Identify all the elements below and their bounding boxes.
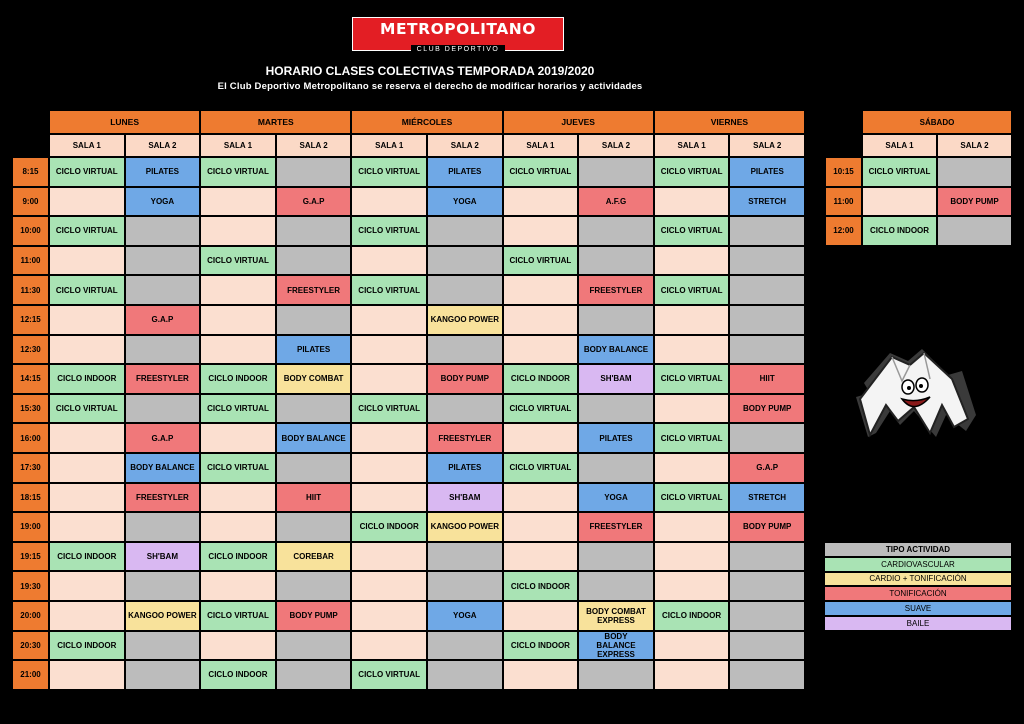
class-slot: FREESTYLER xyxy=(578,275,654,305)
empty-slot xyxy=(351,483,427,513)
class-slot: CICLO VIRTUAL xyxy=(654,216,730,246)
empty-slot xyxy=(729,423,805,453)
class-slot: CICLO VIRTUAL xyxy=(503,246,579,276)
empty-slot xyxy=(503,601,579,631)
class-slot: PILATES xyxy=(427,453,503,483)
room-header: SALA 2 xyxy=(578,134,654,157)
day-header: JUEVES xyxy=(503,110,654,134)
class-slot: HIIT xyxy=(276,483,352,513)
class-slot: BODY BALANCE xyxy=(578,335,654,365)
time-label: 16:00 xyxy=(12,423,49,453)
room-header: SALA 2 xyxy=(427,134,503,157)
class-slot: CICLO VIRTUAL xyxy=(351,660,427,690)
time-label: 21:00 xyxy=(12,660,49,690)
day-header: MIÉRCOLES xyxy=(351,110,502,134)
class-slot: PILATES xyxy=(125,157,201,187)
empty-slot xyxy=(729,660,805,690)
class-slot: PILATES xyxy=(578,423,654,453)
class-slot: CICLO VIRTUAL xyxy=(654,483,730,513)
class-slot: G.A.P xyxy=(125,423,201,453)
time-label: 11:00 xyxy=(12,246,49,276)
page-subtitle: El Club Deportivo Metropolitano se reserva el derecho de modificar horarios y actividades xyxy=(217,81,643,92)
mountain-mascot-icon xyxy=(850,345,985,445)
class-slot: CICLO INDOOR xyxy=(862,216,937,246)
empty-slot xyxy=(125,631,201,661)
class-slot: SH'BAM xyxy=(125,542,201,572)
class-slot: STRETCH xyxy=(729,483,805,513)
class-slot: KANGOO POWER xyxy=(125,601,201,631)
empty-slot xyxy=(49,512,125,542)
empty-slot xyxy=(729,275,805,305)
class-slot: CICLO INDOOR xyxy=(503,364,579,394)
class-slot: CICLO INDOOR xyxy=(49,364,125,394)
empty-slot xyxy=(351,571,427,601)
empty-slot xyxy=(503,335,579,365)
class-slot: FREESTYLER xyxy=(125,364,201,394)
class-slot: FREESTYLER xyxy=(276,275,352,305)
empty-slot xyxy=(200,571,276,601)
empty-slot xyxy=(200,483,276,513)
class-slot: CICLO INDOOR xyxy=(200,542,276,572)
class-slot: CICLO VIRTUAL xyxy=(200,601,276,631)
class-slot: YOGA xyxy=(125,187,201,217)
empty-slot xyxy=(862,187,937,217)
empty-slot xyxy=(125,246,201,276)
empty-slot xyxy=(654,631,730,661)
class-slot: A.F.G xyxy=(578,187,654,217)
class-slot: PILATES xyxy=(427,157,503,187)
empty-slot xyxy=(276,394,352,424)
empty-slot xyxy=(578,571,654,601)
empty-slot xyxy=(937,216,1012,246)
empty-slot xyxy=(729,216,805,246)
legend-title: TIPO ACTIVIDAD xyxy=(824,542,1012,557)
class-slot: CICLO VIRTUAL xyxy=(654,157,730,187)
time-label: 10:00 xyxy=(12,216,49,246)
class-slot: COREBAR xyxy=(276,542,352,572)
empty-slot xyxy=(654,246,730,276)
empty-slot xyxy=(49,246,125,276)
time-label: 19:15 xyxy=(12,542,49,572)
empty-slot xyxy=(276,453,352,483)
empty-slot xyxy=(276,216,352,246)
class-slot: CICLO VIRTUAL xyxy=(503,453,579,483)
empty-slot xyxy=(49,335,125,365)
room-header: SALA 1 xyxy=(351,134,427,157)
empty-slot xyxy=(200,423,276,453)
empty-slot xyxy=(654,453,730,483)
empty-slot xyxy=(276,246,352,276)
empty-slot xyxy=(351,453,427,483)
empty-slot xyxy=(351,364,427,394)
empty-slot xyxy=(578,216,654,246)
empty-slot xyxy=(503,423,579,453)
class-slot: CICLO INDOOR xyxy=(654,601,730,631)
empty-slot xyxy=(729,601,805,631)
class-slot: CICLO VIRTUAL xyxy=(862,157,937,187)
time-label: 18:15 xyxy=(12,483,49,513)
empty-slot xyxy=(578,157,654,187)
empty-slot xyxy=(427,275,503,305)
club-logo xyxy=(352,17,564,51)
class-slot: CICLO INDOOR xyxy=(503,631,579,661)
empty-slot xyxy=(503,660,579,690)
legend-item: CARDIO + TONIFICACIÓN xyxy=(824,572,1012,587)
time-label: 12:15 xyxy=(12,305,49,335)
empty-slot xyxy=(503,305,579,335)
empty-slot xyxy=(503,542,579,572)
empty-slot xyxy=(276,660,352,690)
empty-slot xyxy=(200,512,276,542)
class-slot: G.A.P xyxy=(276,187,352,217)
class-slot: CICLO VIRTUAL xyxy=(351,275,427,305)
class-slot: CICLO VIRTUAL xyxy=(351,394,427,424)
empty-slot xyxy=(427,660,503,690)
empty-slot xyxy=(125,216,201,246)
empty-slot xyxy=(654,305,730,335)
class-slot: G.A.P xyxy=(729,453,805,483)
class-slot: BODY PUMP xyxy=(937,187,1012,217)
class-slot: BODY BALANCE xyxy=(276,423,352,453)
time-label: 10:15 xyxy=(825,157,862,187)
class-slot: YOGA xyxy=(578,483,654,513)
empty-slot xyxy=(351,631,427,661)
empty-slot xyxy=(276,512,352,542)
room-header: SALA 2 xyxy=(729,134,805,157)
room-header: SALA 1 xyxy=(200,134,276,157)
page-title: HORARIO CLASES COLECTIVAS TEMPORADA 2019/2020 xyxy=(265,64,595,78)
class-slot: FREESTYLER xyxy=(427,423,503,453)
legend-item: BAILE xyxy=(824,616,1012,631)
time-label: 17:30 xyxy=(12,453,49,483)
class-slot: CICLO VIRTUAL xyxy=(503,157,579,187)
class-slot: CICLO VIRTUAL xyxy=(49,157,125,187)
room-header: SALA 1 xyxy=(654,134,730,157)
class-slot: CICLO VIRTUAL xyxy=(200,246,276,276)
class-slot: CICLO VIRTUAL xyxy=(200,394,276,424)
class-slot: CICLO VIRTUAL xyxy=(503,394,579,424)
empty-slot xyxy=(276,157,352,187)
time-label: 19:30 xyxy=(12,571,49,601)
empty-slot xyxy=(49,660,125,690)
empty-slot xyxy=(49,601,125,631)
empty-slot xyxy=(654,394,730,424)
class-slot: YOGA xyxy=(427,601,503,631)
class-slot: CICLO INDOOR xyxy=(49,631,125,661)
empty-slot xyxy=(125,394,201,424)
class-slot: CICLO VIRTUAL xyxy=(654,275,730,305)
empty-slot xyxy=(654,660,730,690)
empty-slot xyxy=(578,394,654,424)
class-slot: PILATES xyxy=(276,335,352,365)
empty-slot xyxy=(578,453,654,483)
time-label: 15:30 xyxy=(12,394,49,424)
empty-slot xyxy=(729,335,805,365)
class-slot: CICLO INDOOR xyxy=(351,512,427,542)
class-slot: STRETCH xyxy=(729,187,805,217)
room-header: SALA 2 xyxy=(276,134,352,157)
class-slot: FREESTYLER xyxy=(125,483,201,513)
class-slot: CICLO VIRTUAL xyxy=(49,275,125,305)
empty-slot xyxy=(200,216,276,246)
time-label: 11:30 xyxy=(12,275,49,305)
empty-slot xyxy=(729,631,805,661)
class-slot: HIIT xyxy=(729,364,805,394)
class-slot: CICLO VIRTUAL xyxy=(351,216,427,246)
room-header: SALA 2 xyxy=(125,134,201,157)
empty-slot xyxy=(125,512,201,542)
empty-slot xyxy=(200,335,276,365)
time-label: 8:15 xyxy=(12,157,49,187)
time-label: 12:00 xyxy=(825,216,862,246)
empty-slot xyxy=(351,423,427,453)
empty-slot xyxy=(427,246,503,276)
class-slot: CICLO VIRTUAL xyxy=(200,157,276,187)
class-slot: BODY COMBAT EXPRESS xyxy=(578,601,654,631)
class-slot: CICLO VIRTUAL xyxy=(49,394,125,424)
time-label: 20:30 xyxy=(12,631,49,661)
class-slot: CICLO INDOOR xyxy=(200,364,276,394)
empty-slot xyxy=(49,423,125,453)
empty-slot xyxy=(276,631,352,661)
class-slot: CICLO INDOOR xyxy=(200,660,276,690)
empty-slot xyxy=(729,305,805,335)
class-slot: BODY BALANCE EXPRESS xyxy=(578,631,654,661)
empty-slot xyxy=(200,275,276,305)
time-label: 11:00 xyxy=(825,187,862,217)
empty-slot xyxy=(503,216,579,246)
class-slot: KANGOO POWER xyxy=(427,305,503,335)
empty-slot xyxy=(937,157,1012,187)
time-label: 19:00 xyxy=(12,512,49,542)
legend-item: TONIFICACIÓN xyxy=(824,586,1012,601)
empty-slot xyxy=(200,187,276,217)
time-label: 14:15 xyxy=(12,364,49,394)
class-slot: SH'BAM xyxy=(578,364,654,394)
class-slot: BODY PUMP xyxy=(729,394,805,424)
empty-slot xyxy=(427,571,503,601)
class-slot: G.A.P xyxy=(125,305,201,335)
empty-slot xyxy=(49,305,125,335)
legend-item: SUAVE xyxy=(824,601,1012,616)
class-slot: PILATES xyxy=(729,157,805,187)
class-slot: CICLO VIRTUAL xyxy=(200,453,276,483)
empty-slot xyxy=(503,512,579,542)
empty-slot xyxy=(427,542,503,572)
logo-subtext: CLUB DEPORTIVO xyxy=(411,45,506,54)
empty-slot xyxy=(729,246,805,276)
empty-slot xyxy=(427,335,503,365)
empty-slot xyxy=(578,246,654,276)
class-slot: FREESTYLER xyxy=(578,512,654,542)
class-slot: BODY PUMP xyxy=(729,512,805,542)
empty-slot xyxy=(729,571,805,601)
empty-slot xyxy=(578,305,654,335)
day-header: LUNES xyxy=(49,110,200,134)
empty-slot xyxy=(729,542,805,572)
day-header: VIERNES xyxy=(654,110,805,134)
empty-slot xyxy=(427,394,503,424)
empty-slot xyxy=(49,187,125,217)
empty-slot xyxy=(503,275,579,305)
day-header: MARTES xyxy=(200,110,351,134)
time-label: 20:00 xyxy=(12,601,49,631)
empty-slot xyxy=(351,542,427,572)
class-slot: CICLO INDOOR xyxy=(49,542,125,572)
empty-slot xyxy=(49,571,125,601)
empty-slot xyxy=(351,187,427,217)
logo-text: METROPOLITANO xyxy=(380,20,536,38)
empty-slot xyxy=(49,483,125,513)
empty-slot xyxy=(200,631,276,661)
empty-slot xyxy=(503,483,579,513)
empty-slot xyxy=(200,305,276,335)
empty-slot xyxy=(654,542,730,572)
empty-slot xyxy=(276,571,352,601)
room-header: SALA 2 xyxy=(937,134,1012,157)
empty-slot xyxy=(276,305,352,335)
empty-slot xyxy=(427,216,503,246)
empty-slot xyxy=(578,660,654,690)
day-header: SÁBADO xyxy=(862,110,1012,134)
empty-slot xyxy=(654,335,730,365)
empty-slot xyxy=(654,571,730,601)
empty-slot xyxy=(427,631,503,661)
empty-slot xyxy=(578,542,654,572)
class-slot: BODY COMBAT xyxy=(276,364,352,394)
room-header: SALA 1 xyxy=(49,134,125,157)
class-slot: BODY PUMP xyxy=(427,364,503,394)
room-header: SALA 1 xyxy=(862,134,937,157)
empty-slot xyxy=(125,571,201,601)
empty-slot xyxy=(351,246,427,276)
empty-slot xyxy=(125,275,201,305)
room-header: SALA 1 xyxy=(503,134,579,157)
class-slot: CICLO VIRTUAL xyxy=(49,216,125,246)
class-slot: SH'BAM xyxy=(427,483,503,513)
time-label: 12:30 xyxy=(12,335,49,365)
time-label: 9:00 xyxy=(12,187,49,217)
class-slot: CICLO VIRTUAL xyxy=(654,423,730,453)
empty-slot xyxy=(654,187,730,217)
class-slot: CICLO INDOOR xyxy=(503,571,579,601)
empty-slot xyxy=(351,601,427,631)
empty-slot xyxy=(351,305,427,335)
empty-slot xyxy=(654,512,730,542)
class-slot: BODY PUMP xyxy=(276,601,352,631)
empty-slot xyxy=(351,335,427,365)
empty-slot xyxy=(125,335,201,365)
legend-item: CARDIOVASCULAR xyxy=(824,557,1012,572)
class-slot: CICLO VIRTUAL xyxy=(654,364,730,394)
class-slot: YOGA xyxy=(427,187,503,217)
class-slot: BODY BALANCE xyxy=(125,453,201,483)
empty-slot xyxy=(125,660,201,690)
class-slot: KANGOO POWER xyxy=(427,512,503,542)
empty-slot xyxy=(503,187,579,217)
empty-slot xyxy=(49,453,125,483)
class-slot: CICLO VIRTUAL xyxy=(351,157,427,187)
